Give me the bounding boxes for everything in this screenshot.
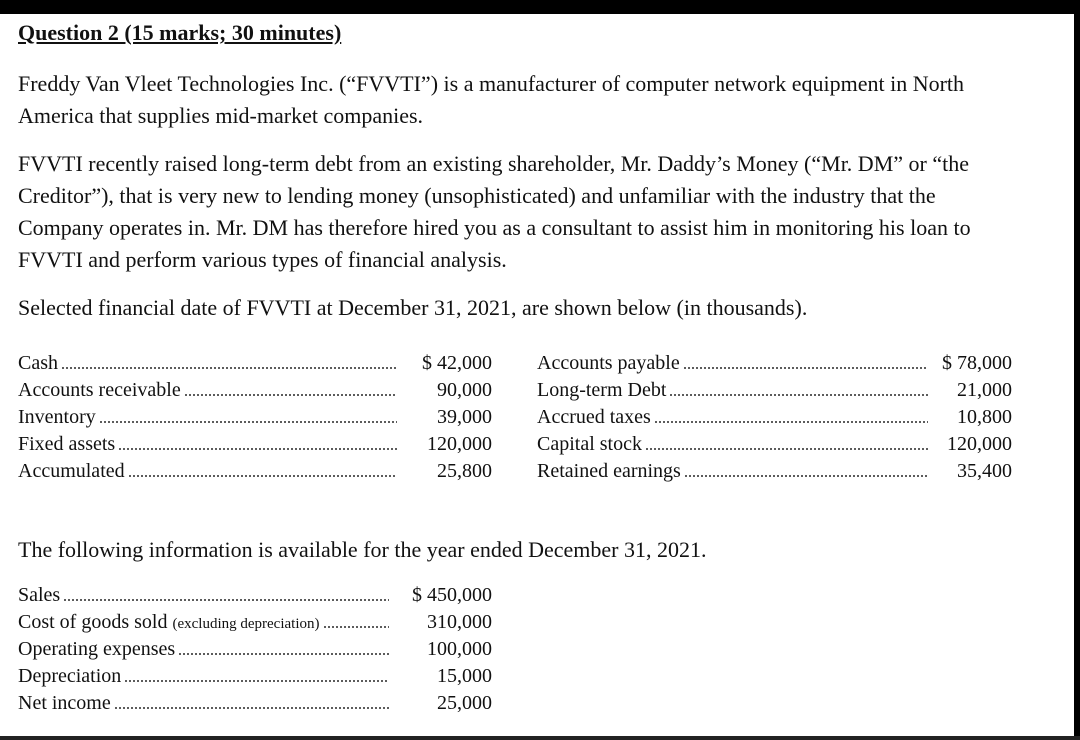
income-row: Net income 25,000 [18, 692, 492, 714]
top-border [0, 0, 1080, 14]
ledger-row: Fixed assets 120,000 [18, 433, 492, 455]
balance-sheet-left [18, 350, 492, 485]
ledger-row: Long-term Debt 21,000 [537, 379, 1012, 401]
question-heading: Question 2 (15 marks; 30 minutes) [18, 20, 342, 45]
ledger-row: Accumulated 25,800 [18, 460, 492, 482]
intro-paragraph: Freddy Van Vleet Technologies Inc. (“FVVTI”) is a manufacturer of computer network equipment in North America that supplies mid-market companies. [18, 71, 965, 128]
ledger-row: Accrued taxes 10,800 [537, 406, 1012, 428]
context-paragraph: FVVTI recently raised long-term debt from an existing shareholder, Mr. Daddy’s Money (“Mr. DM” or “the Creditor”), that is very new to lending money (unsophisticated) and unfamiliar with the industry that the Company operates in. Mr. DM has therefore hired you as a consultant to assist him in monitoring his loan to FVVTI and perform various types of financial analysis. [18, 151, 971, 272]
ledger-row: Retained earnings 35,400 [537, 460, 1012, 482]
income-row: Depreciation 15,000 [18, 665, 492, 687]
ledger-row: Inventory 39,000 [18, 406, 492, 428]
right-border [1074, 0, 1080, 740]
balance-sheet-right [537, 350, 1012, 485]
ledger-row: Accounts receivable 90,000 [18, 379, 492, 401]
bottom-border [0, 736, 1080, 740]
balance-intro: Selected financial date of FVVTI at December 31, 2021, are shown below (in thousands). [18, 295, 808, 320]
income-intro: The following information is available for the year ended December 31, 2021. [18, 537, 707, 562]
cogs-note: (excluding depreciation) [172, 616, 320, 632]
income-row: Sales $ 450,000 [18, 584, 492, 606]
income-row: Operating expenses 100,000 [18, 638, 492, 660]
ledger-row: Cash $ 42,000 [18, 352, 492, 374]
income-statement [18, 582, 492, 717]
ledger-row: Accounts payable $ 78,000 [537, 352, 1012, 374]
income-row: Cost of goods sold (excluding depreciation) 310,000 [18, 611, 492, 633]
ledger-row: Capital stock 120,000 [537, 433, 1012, 455]
